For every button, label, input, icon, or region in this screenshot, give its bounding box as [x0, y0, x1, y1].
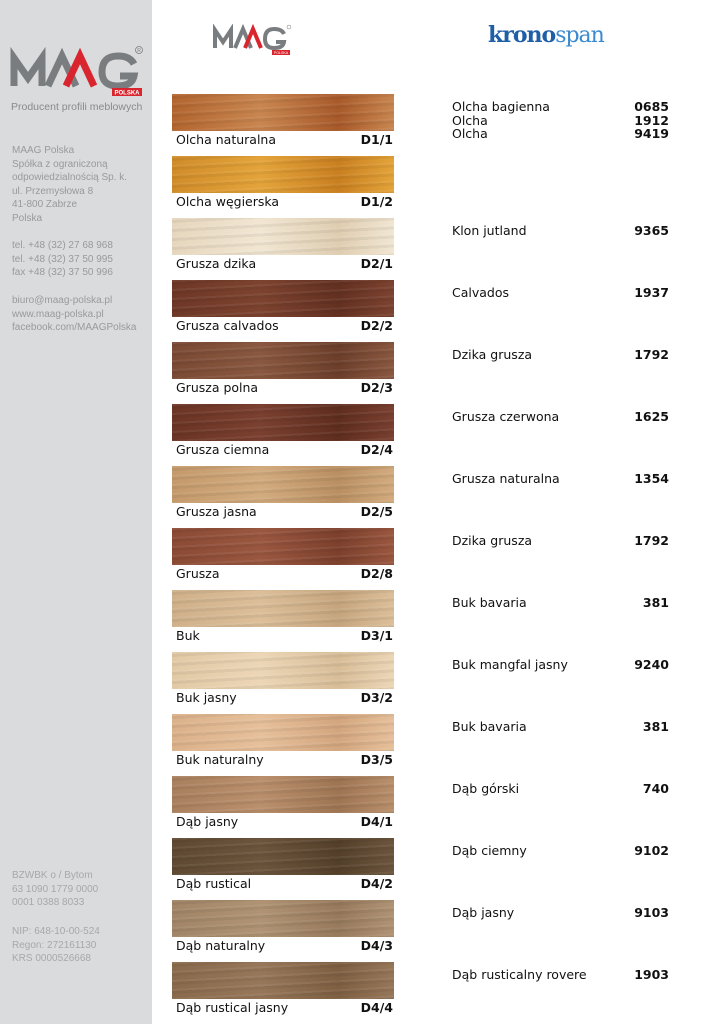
- facebook-link[interactable]: facebook.com/MAAGPolska: [12, 322, 137, 334]
- swatch-sample: [172, 156, 394, 193]
- kronospan-name: Klon jutland: [452, 223, 527, 238]
- kronospan-code: 9419: [634, 126, 669, 141]
- svg-text:R: R: [137, 48, 141, 54]
- swatch-sample: [172, 528, 394, 565]
- kronospan-code: 381: [642, 719, 669, 734]
- decor-name: Dąb rustical jasny: [176, 1000, 289, 1015]
- swatch-sample: [172, 962, 394, 999]
- kronospan-name: Olcha: [452, 112, 488, 128]
- decor-code: D4/2: [360, 876, 393, 891]
- decor-code: D2/2: [360, 318, 393, 333]
- decor-code: D4/4: [360, 1000, 393, 1015]
- decor-name: Grusza calvados: [176, 318, 279, 333]
- swatch-sample: [172, 900, 394, 937]
- swatch-sample: [172, 590, 394, 627]
- kronospan-code: 9102: [634, 843, 669, 858]
- decor-code: D2/5: [360, 504, 393, 519]
- kronospan-code: 1625: [634, 409, 669, 424]
- swatch-sample: [172, 466, 394, 503]
- decor-code: D2/8: [360, 566, 393, 581]
- kronospan-name: Dzika grusza: [452, 347, 533, 362]
- email-link[interactable]: biuro@maag-polska.pl: [12, 295, 113, 306]
- kronospan-code: 9103: [634, 905, 669, 920]
- kronospan-code: 9240: [634, 657, 669, 672]
- kronospan-code: 1912: [634, 112, 669, 128]
- decor-code: D1/1: [360, 132, 393, 147]
- kronospan-code: 9365: [634, 223, 669, 238]
- decor-name: Buk jasny: [176, 690, 237, 705]
- decor-code: D2/1: [360, 256, 393, 271]
- decor-code: D3/2: [360, 690, 393, 705]
- kronospan-name: Calvados: [452, 285, 510, 300]
- kronospan-name: Olcha: [452, 126, 488, 141]
- kronospan-name: Buk bavaria: [452, 595, 527, 610]
- decor-name: Grusza dzika: [176, 256, 257, 271]
- kronospan-code: 1903: [634, 967, 669, 982]
- kronospan-code: 381: [642, 595, 669, 610]
- swatch-sample: [172, 714, 394, 751]
- kronospan-name: Dąb ciemny: [452, 843, 527, 858]
- decor-name: Dąb naturalny: [176, 938, 266, 953]
- kronospan-code: 0685: [634, 99, 669, 114]
- decor-code: D1/2: [360, 194, 393, 209]
- decor-code: D3/5: [360, 752, 393, 767]
- kronospan-name: Dzika grusza: [452, 533, 533, 548]
- address-block: MAAG Polska Spółka z ograniczoną odpowiedzialnością Sp. k. ul. Przemysłowa 8 41-800 Zabrze Polska: [12, 145, 128, 224]
- kronospan-code: 1937: [634, 285, 669, 300]
- tagline: Producent profili meblowych: [11, 101, 143, 113]
- decor-name: Grusza ciemna: [176, 442, 270, 457]
- bank-block: BZWBK o / Bytom 63 1090 1779 0000 0001 0388 8033: [12, 870, 99, 909]
- kronospan-name: Dąb górski: [452, 781, 520, 796]
- decor-name: Olcha węgierska: [176, 194, 280, 209]
- swatch-sample: [172, 776, 394, 813]
- swatch-sample: [172, 342, 394, 379]
- decor-name: Grusza jasna: [176, 504, 257, 519]
- decor-code: D4/3: [360, 938, 393, 953]
- kronospan-name: Dąb jasny: [452, 905, 515, 920]
- decor-code: D4/1: [360, 814, 393, 829]
- decor-code: D3/1: [360, 628, 393, 643]
- swatch-sample: [172, 652, 394, 689]
- kronospan-code: 1792: [634, 347, 669, 362]
- decor-name: Buk naturalny: [176, 752, 264, 767]
- swatch-sample: [172, 404, 394, 441]
- maag-logo-small: [212, 24, 294, 56]
- swatch-sample: [172, 280, 394, 317]
- kronospan-logo: kronospan: [488, 22, 604, 48]
- decor-name: Buk: [176, 628, 200, 643]
- kronospan-code: 1792: [634, 533, 669, 548]
- decor-code: D2/3: [360, 380, 393, 395]
- kronospan-name: Dąb rusticalny rovere: [452, 967, 587, 982]
- sidebar: [0, 0, 152, 1024]
- decor-name: Grusza polna: [176, 380, 259, 395]
- phone-block: tel. +48 (32) 27 68 968 tel. +48 (32) 37 50 995 fax +48 (32) 37 50 996: [12, 240, 113, 279]
- swatch-sample: [172, 94, 394, 131]
- decor-name: Dąb jasny: [176, 814, 239, 829]
- kronospan-name: Buk mangfal jasny: [452, 657, 568, 672]
- swatch-sample: [172, 838, 394, 875]
- svg-text:POLSKA: POLSKA: [273, 51, 289, 55]
- kronospan-name: Grusza naturalna: [452, 471, 560, 486]
- decor-code: D2/4: [360, 442, 393, 457]
- registry-block: NIP: 648-10-00-524 Regon: 272161130 KRS 0000526668: [12, 926, 100, 965]
- kronospan-name: Grusza czerwona: [452, 409, 560, 424]
- decor-name: Grusza: [176, 566, 220, 581]
- kronospan-code: 1354: [634, 471, 669, 486]
- contact-links: [12, 294, 137, 335]
- decor-name: Olcha naturalna: [176, 132, 276, 147]
- decor-name: Dąb rustical: [176, 876, 252, 891]
- kronospan-code: 740: [642, 781, 669, 796]
- svg-text:POLSKA: POLSKA: [114, 90, 140, 97]
- swatch-sample: [172, 218, 394, 255]
- maag-polska-logo: [10, 44, 145, 104]
- website-link[interactable]: www.maag-polska.pl: [12, 308, 104, 320]
- kronospan-name: Buk bavaria: [452, 719, 527, 734]
- kronospan-name: Olcha bagienna: [452, 99, 550, 114]
